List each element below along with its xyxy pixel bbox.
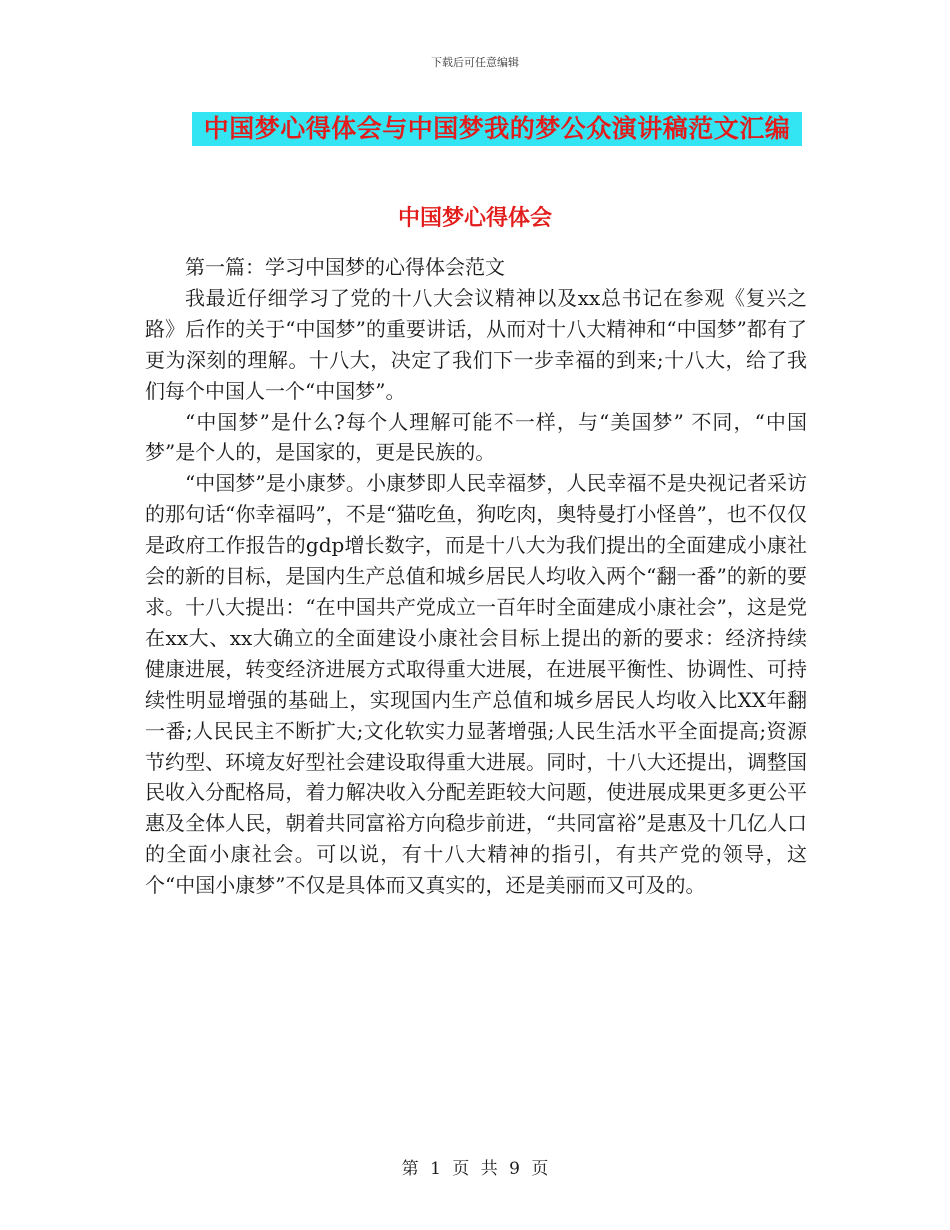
header-note: 下载后可任意编辑 (431, 56, 519, 69)
paragraph: “中国梦”是小康梦。小康梦即人民幸福梦，人民幸福不是央视记者采访的那句话“你幸福吗”，不是“猫吃鱼，狗吃肉，奥特曼打小怪兽”，也不仅仅是政府工作报告的gdp增长数字，而是十八大为我们提出的全面建成小康社会的新的目标，是国内生产总值和城乡居民人均收入两个“翻一番”的新的要求。十八大提出：“在中国共产党成立一百年时全面建成小康社会”，这是党在xx大、xx大确立的全面建设小康社会目标上提出的新的要求：经济持续健康进展，转变经济进展方式取得重大进展，在进展平衡性、协调性、可持续性明显增强的基础上，实现国内生产总值和城乡居民人均收入比XX年翻一番;人民民主不断扩大;文化软实力显著增强;人民生活水平全面提高;资源节约型、环境友好型社会建设取得重大进展。同时，十八大还提出，调整国民收入分配格局，着力解决收入分配差距较大问题，使进展成果更多更公平惠及全体人民，朝着共同富裕方向稳步前进，“共同富裕”是惠及十几亿人口的全面小康社会。可以说，有十八大精神的指引，有共产党的领导，这个“中国小康梦”不仅是具体而又真实的，还是美丽而又可及的。 (145, 471, 807, 898)
paragraph: “中国梦”是什么?每个人理解可能不一样，与“美国梦” 不同，“中国梦”是个人的，是国家的，更是民族的。 (145, 409, 807, 465)
main-title: 中国梦心得体会与中国梦我的梦公众演讲稿范文汇编 (203, 114, 791, 143)
paragraph-heading: 第一篇：学习中国梦的心得体会范文 (185, 255, 505, 279)
paragraph: 我最近仔细学习了党的十八大会议精神以及xx总书记在参观《复兴之路》后作的关于“中国梦”的重要讲话，从而对十八大精神和“中国梦”都有了更为深刻的理解。十八大，决定了我们下一步幸福的到来;十八大，给了我们每个中国人一个“中国梦”。 (145, 285, 807, 403)
section-title: 中国梦心得体会 (397, 206, 552, 231)
page-footer: 第 1 页 共 9 页 (401, 1159, 549, 1179)
body-text (145, 252, 807, 901)
main-title-highlight (192, 112, 802, 146)
